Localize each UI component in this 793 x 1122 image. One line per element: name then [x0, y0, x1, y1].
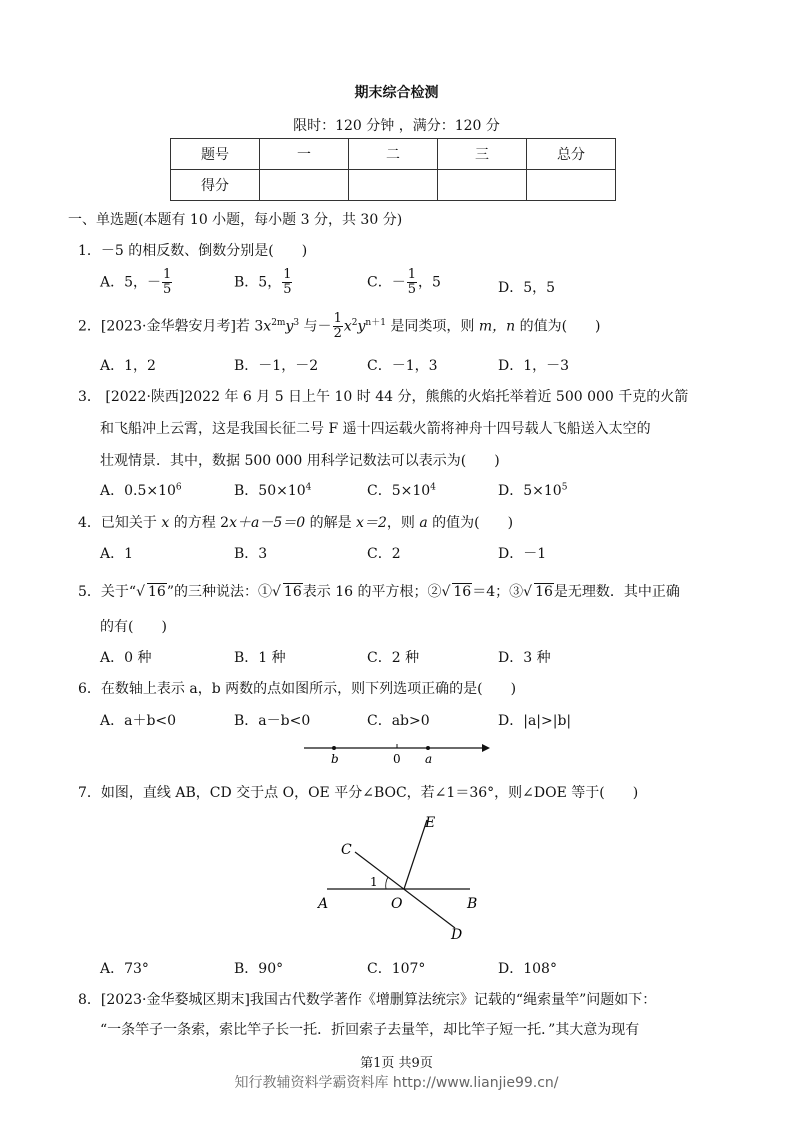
q5-mid1: ”的三种说法：① [166, 584, 272, 600]
q3-a-base: A．0.5×10 [100, 483, 176, 499]
q4-end: 的值为( ) [427, 515, 514, 531]
q5-option-a: A．0 种 [100, 650, 152, 666]
q7-option-c: C．107° [367, 961, 426, 977]
q5-option-c: C．2 种 [367, 650, 420, 666]
q4-sol: x＝2 [356, 515, 387, 531]
score-row-label: 得分 [171, 170, 260, 201]
label-B: B [467, 896, 478, 912]
score-header-cell: 总分 [527, 139, 616, 170]
score-cell[interactable] [527, 170, 616, 201]
q5-pre: 5．关于“ [78, 584, 137, 600]
exp: 3 [293, 317, 300, 328]
label-O: O [391, 896, 403, 912]
angle-1-arc [386, 877, 388, 889]
q1-option-b [234, 268, 293, 297]
sqrt-16: 16 [453, 584, 472, 600]
q3-option-d [498, 480, 567, 500]
exp: 6 [175, 482, 182, 493]
score-cell[interactable] [438, 170, 527, 201]
q1-option-c [367, 268, 441, 297]
exp: 4 [430, 482, 436, 493]
q2-end: 的值为( ) [515, 318, 601, 335]
q1-c-fraction [407, 268, 417, 297]
frac-num: 1 [333, 311, 342, 326]
sqrt-16: 16 [535, 584, 553, 600]
q4-option-a: A．1 [100, 546, 134, 562]
score-header-cell: 题号 [171, 139, 260, 170]
q1-b-fraction [282, 268, 292, 297]
label-a: a [425, 752, 433, 766]
question-4 [78, 512, 513, 532]
q4-option-c: C．2 [367, 546, 401, 562]
q1-c-text: C．－ [367, 274, 406, 291]
q2-vars: m，n [478, 318, 516, 335]
label-A: A [318, 896, 329, 912]
frac-num: 1 [407, 267, 416, 282]
q5-mid3: ＝4；③ [472, 584, 524, 600]
angle-figure [310, 808, 480, 948]
label-D: D [451, 927, 463, 943]
score-header-cell: 三 [438, 139, 527, 170]
q5-option-d: D．3 种 [498, 650, 551, 666]
var: a [419, 515, 428, 531]
score-table-header-row [171, 139, 616, 170]
label-E: E [425, 815, 436, 831]
frac-num: 1 [283, 267, 292, 282]
frac-den: 5 [283, 282, 292, 297]
frac-den: 5 [407, 282, 416, 297]
question-3-line-1: 3． [2022·陕西]2022 年 6 月 5 日上午 10 时 44 分，熊熊的火焰托举着近 500 000 千克的火箭 [78, 389, 689, 405]
q3-b-base: B．50×10 [234, 483, 306, 499]
q2-option-c: C．－1，3 [367, 358, 438, 374]
q5-end: 是无理数．其中正确 [553, 584, 680, 600]
section-heading: 一、单选题(本题有 10 小题，每小题 3 分，共 30 分) [68, 212, 403, 228]
q1-a-text: A．5，－ [100, 274, 162, 291]
question-3-line-3: 壮观情景．其中，数据 500 000 用科学记数法可以表示为( ) [100, 453, 500, 469]
q6-option-b: B．a－b<0 [234, 713, 311, 729]
score-header-cell: 二 [349, 139, 438, 170]
q4-option-d: D．－1 [498, 546, 547, 562]
q1-a-fraction [162, 268, 172, 297]
q3-c-base: C．5×10 [367, 483, 431, 499]
q1-option-d: D．5，5 [498, 280, 556, 296]
var: y [285, 318, 294, 335]
q5-mid2: 表示 16 的平方根；② [302, 584, 442, 600]
var: x [343, 318, 352, 335]
score-cell[interactable] [260, 170, 349, 201]
var: x [263, 318, 272, 335]
var: x [161, 515, 170, 531]
page-title: 期末综合检测 [354, 85, 439, 101]
q4-eq: x＋a－5＝0 [229, 515, 306, 531]
q1-c-post: ，5 [418, 274, 441, 291]
score-table [170, 138, 616, 201]
sqrt-16: 16 [148, 584, 166, 600]
score-table-score-row [171, 170, 616, 201]
exp: 5 [561, 482, 568, 493]
label-zero: 0 [393, 752, 401, 766]
q2-option-d: D．1，－3 [498, 358, 570, 374]
exp: 4 [305, 482, 312, 493]
line-cd [355, 852, 455, 928]
point-b [332, 746, 336, 750]
question-5-line-1: 5．关于“√ 16”的三种说法：①√ 16表示 16 的平方根；②√ 16＝4；③√ 16是无理数．其中正确 [78, 584, 680, 600]
question-8-line-1: 8．[2023·金华婺城区期末]我国古代数学著作《增删算法统宗》记载的“绳索量竿”问题如下： [78, 992, 657, 1008]
q6-option-a: A．a＋b<0 [100, 713, 177, 729]
exp: 2 [351, 317, 358, 328]
q3-option-a [100, 480, 182, 500]
q3-d-base: D．5×10 [498, 483, 562, 499]
number-line-figure [300, 738, 495, 768]
label-C: C [341, 842, 352, 858]
frac-den: 5 [163, 282, 172, 297]
label-b: b [331, 752, 339, 766]
q3-option-c [367, 480, 436, 500]
q6-option-d: D．|a|>|b| [498, 713, 572, 729]
point-a [426, 746, 430, 750]
frac-den: 2 [333, 326, 342, 341]
axis-arrow-icon [482, 744, 490, 752]
label-angle-1: 1 [370, 875, 378, 889]
q4-mid2: 的解是 [305, 515, 357, 531]
exp: 2m [271, 317, 286, 328]
watermark-site: 知行教辅资料学霸资料库 http://www.lianjie99.cn/ [234, 1075, 559, 1091]
exp: n＋1 [365, 317, 386, 328]
sqrt-16: 16 [283, 584, 302, 600]
q4-pre: 4．已知关于 [78, 515, 162, 531]
score-cell[interactable] [349, 170, 438, 201]
question-5-line-2: 的有( ) [100, 619, 167, 635]
q2-mid: 与－ [299, 318, 332, 335]
q4-mid: 的方程 2 [169, 515, 230, 531]
question-1: 1．－5 的相反数、倒数分别是( ) [78, 243, 308, 259]
q4-option-b: B．3 [234, 546, 268, 562]
question-7: 7．如图，直线 AB，CD 交于点 O，OE 平分∠BOC，若∠1＝36°，则∠DOE 等于( ) [78, 785, 639, 801]
q7-option-b: B．90° [234, 961, 284, 977]
q2-pre: 2．[2023·金华磐安月考]若 3 [78, 318, 264, 335]
var: y [357, 318, 366, 335]
q7-option-d: D．108° [498, 961, 557, 977]
question-2 [78, 312, 601, 341]
q4-mid3: ，则 [386, 515, 420, 531]
q1-option-a [100, 268, 173, 297]
time-limit-line: 限时：120 分钟 ，满分：120 分 [293, 118, 500, 134]
question-3-line-2: 和飞船冲上云霄，这是我国长征二号 F 遥十四运载火箭将神舟十四号载人飞船送入太空的 [100, 421, 651, 437]
q1-b-text: B．5， [234, 274, 282, 291]
q2-option-a: A．1，2 [100, 358, 156, 374]
q3-option-b [234, 480, 311, 500]
q2-option-b: B．－1，－2 [234, 358, 319, 374]
page-number: 第1页 共9页 [360, 1056, 433, 1071]
q6-option-c: C．ab>0 [367, 713, 430, 729]
frac-num: 1 [163, 267, 172, 282]
q2-post: 是同类项，则 [385, 318, 479, 335]
ray-oe [404, 820, 427, 889]
q5-option-b: B．1 种 [234, 650, 286, 666]
question-6: 6．在数轴上表示 a，b 两数的点如图所示，则下列选项正确的是( ) [78, 681, 517, 697]
question-8-line-2: “一条竿子一条索，索比竿子长一托．折回索子去量竿，却比竿子短一托．”其大意为现有 [100, 1022, 640, 1038]
q2-fraction [333, 312, 343, 341]
score-header-cell: 一 [260, 139, 349, 170]
q7-option-a: A．73° [100, 961, 149, 977]
